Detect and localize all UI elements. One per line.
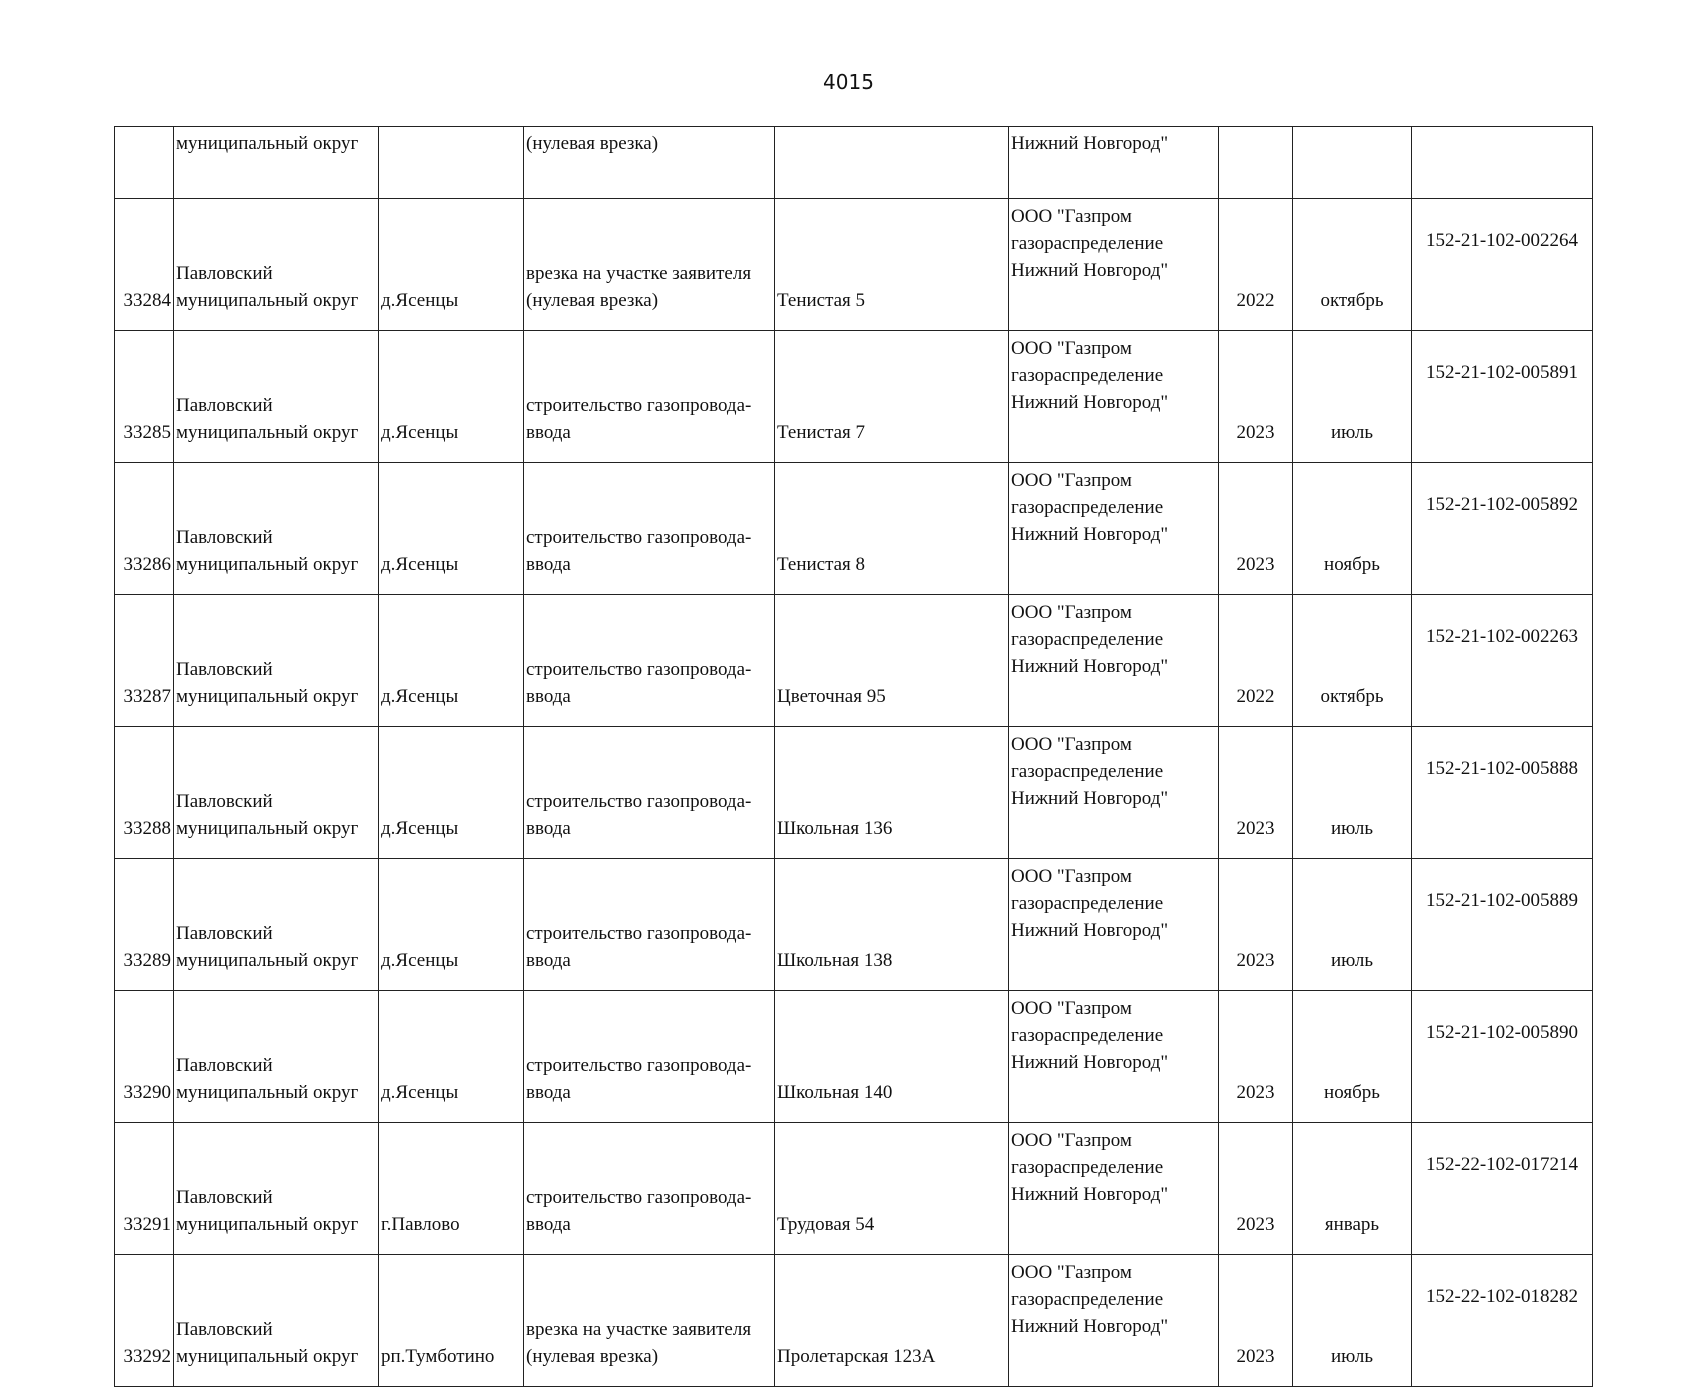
district-line-1: Павловский bbox=[176, 395, 273, 416]
cell-number bbox=[115, 859, 174, 991]
year: 2023 bbox=[1236, 1346, 1275, 1367]
cell-work-type bbox=[524, 463, 775, 595]
organization-line-3: Нижний Новгород" bbox=[1011, 788, 1169, 809]
district-line-1: Павловский bbox=[176, 791, 273, 812]
request-code: 152-21-102-005890 bbox=[1426, 1022, 1578, 1043]
cell-year bbox=[1219, 859, 1293, 991]
district-line-1: Павловский bbox=[176, 527, 273, 548]
cell-organization bbox=[1009, 1255, 1219, 1387]
district-line-1: Павловский bbox=[176, 1187, 273, 1208]
table-row bbox=[115, 463, 1593, 595]
organization-line-3: Нижний Новгород" bbox=[1011, 656, 1169, 677]
cell-settlement bbox=[379, 727, 524, 859]
cell-address bbox=[775, 595, 1009, 727]
cell-work-type bbox=[524, 331, 775, 463]
cell-year bbox=[1219, 199, 1293, 331]
table-row bbox=[115, 1255, 1593, 1387]
work-type-line-1: строительство газопровода- bbox=[526, 659, 752, 680]
cell-address bbox=[775, 463, 1009, 595]
cell-work-type bbox=[524, 991, 775, 1123]
cell-number bbox=[115, 727, 174, 859]
settlement: д.Ясенцы bbox=[381, 950, 459, 971]
district-line-1: Павловский bbox=[176, 1055, 273, 1076]
cell-address bbox=[775, 331, 1009, 463]
cell-settlement bbox=[379, 331, 524, 463]
cell-code bbox=[1412, 1255, 1593, 1387]
work-type-line-1: строительство газопровода- bbox=[526, 527, 752, 548]
cell-year bbox=[1219, 463, 1293, 595]
work-type-line-1: строительство газопровода- bbox=[526, 791, 752, 812]
organization-line-1: ООО "Газпром bbox=[1011, 866, 1132, 887]
address: Трудовая 54 bbox=[777, 1214, 875, 1235]
cell-year bbox=[1219, 727, 1293, 859]
district-line-2: муниципальный округ bbox=[176, 1346, 359, 1367]
cell-month bbox=[1293, 463, 1412, 595]
cell-address bbox=[775, 727, 1009, 859]
request-code: 152-21-102-005889 bbox=[1426, 890, 1578, 911]
work-type-line-1: врезка на участке заявителя bbox=[526, 1319, 752, 1340]
work-type-line-2: ввода bbox=[526, 818, 571, 839]
cell-number bbox=[115, 331, 174, 463]
cell-address bbox=[775, 1123, 1009, 1255]
cell-organization bbox=[1009, 991, 1219, 1123]
work-type-line-1: строительство газопровода- bbox=[526, 1055, 752, 1076]
organization-line-2: газораспределение bbox=[1011, 1157, 1164, 1178]
cell-code bbox=[1412, 463, 1593, 595]
organization-line-2: газораспределение bbox=[1011, 761, 1164, 782]
row-number: 33291 bbox=[123, 1214, 171, 1235]
organization-line-3: Нижний Новгород" bbox=[1011, 1184, 1169, 1205]
request-code: 152-21-102-005891 bbox=[1426, 362, 1578, 383]
cell-settlement bbox=[379, 1255, 524, 1387]
year: 2023 bbox=[1236, 422, 1275, 443]
address: Пролетарская 123А bbox=[777, 1346, 936, 1367]
table-row bbox=[115, 859, 1593, 991]
request-code: 152-21-102-005892 bbox=[1426, 494, 1578, 515]
work-type-line-2: ввода bbox=[526, 1082, 571, 1103]
cell-number bbox=[115, 1123, 174, 1255]
table-row bbox=[115, 595, 1593, 727]
organization-line-3: Нижний Новгород" bbox=[1011, 920, 1169, 941]
cell-address bbox=[775, 199, 1009, 331]
district-line-1: Павловский bbox=[176, 1319, 273, 1340]
organization-line-3: Нижний Новгород" bbox=[1011, 260, 1169, 281]
cell-settlement bbox=[379, 199, 524, 331]
month: июль bbox=[1330, 422, 1374, 443]
gasification-registry-table bbox=[114, 126, 1593, 1387]
district-line-2: муниципальный округ bbox=[176, 290, 359, 311]
cell-address bbox=[775, 859, 1009, 991]
settlement: д.Ясенцы bbox=[381, 686, 459, 707]
work-type-line-1: строительство газопровода- bbox=[526, 923, 752, 944]
cell-year bbox=[1219, 991, 1293, 1123]
work-type-line-2: (нулевая врезка) bbox=[526, 290, 659, 311]
year: 2023 bbox=[1236, 554, 1275, 575]
work-type-line-1: строительство газопровода- bbox=[526, 395, 752, 416]
cell-code bbox=[1412, 199, 1593, 331]
cell-number bbox=[115, 199, 174, 331]
month: июль bbox=[1330, 1346, 1374, 1367]
cell-code bbox=[1412, 595, 1593, 727]
year: 2023 bbox=[1236, 818, 1275, 839]
address: Тенистая 8 bbox=[777, 554, 866, 575]
organization-line-1: ООО "Газпром bbox=[1011, 998, 1132, 1019]
settlement: г.Павлово bbox=[381, 1214, 460, 1235]
request-code: 152-21-102-005888 bbox=[1426, 758, 1578, 779]
cell-month bbox=[1293, 331, 1412, 463]
district-line-2: муниципальный округ bbox=[176, 554, 359, 575]
table-row-carryover bbox=[115, 127, 1593, 199]
cell-month bbox=[1293, 727, 1412, 859]
cell-work-type bbox=[524, 727, 775, 859]
month: ноябрь bbox=[1324, 1082, 1380, 1103]
district-line-2: муниципальный округ bbox=[176, 686, 359, 707]
year: 2023 bbox=[1236, 950, 1275, 971]
month: июль bbox=[1330, 950, 1374, 971]
address: Тенистая 5 bbox=[777, 290, 866, 311]
cell-organization bbox=[1009, 199, 1219, 331]
settlement: д.Ясенцы bbox=[381, 422, 459, 443]
cell-district bbox=[174, 991, 379, 1123]
cell-month bbox=[1293, 199, 1412, 331]
cell-year bbox=[1219, 331, 1293, 463]
cell-address bbox=[775, 1255, 1009, 1387]
cell-district: муниципальный округ bbox=[174, 127, 379, 199]
cell-code bbox=[1412, 331, 1593, 463]
work-type-line-2: ввода bbox=[526, 554, 571, 575]
cell-district bbox=[174, 595, 379, 727]
work-type-line-2: ввода bbox=[526, 950, 571, 971]
cell-code bbox=[1412, 991, 1593, 1123]
cell-settlement bbox=[379, 127, 524, 199]
cell-district bbox=[174, 331, 379, 463]
cell-number bbox=[115, 127, 174, 199]
organization-line-3: Нижний Новгород" bbox=[1011, 392, 1169, 413]
district-line-1: Павловский bbox=[176, 659, 273, 680]
cell-settlement bbox=[379, 991, 524, 1123]
cell-organization bbox=[1009, 463, 1219, 595]
cell-code bbox=[1412, 727, 1593, 859]
organization-line-3: Нижний Новгород" bbox=[1011, 1316, 1169, 1337]
request-code: 152-21-102-002263 bbox=[1426, 626, 1578, 647]
year: 2022 bbox=[1236, 290, 1275, 311]
district-line-2: муниципальный округ bbox=[176, 950, 359, 971]
settlement: д.Ясенцы bbox=[381, 554, 459, 575]
district-line-2: муниципальный округ bbox=[176, 1082, 359, 1103]
cell-number bbox=[115, 991, 174, 1123]
cell-month bbox=[1293, 991, 1412, 1123]
year: 2023 bbox=[1236, 1082, 1275, 1103]
work-type-line-1: врезка на участке заявителя bbox=[526, 263, 752, 284]
organization-line-2: газораспределение bbox=[1011, 1289, 1164, 1310]
work-type-line-2: (нулевая врезка) bbox=[526, 1346, 659, 1367]
address: Школьная 140 bbox=[777, 1082, 893, 1103]
organization-line-2: газораспределение bbox=[1011, 1025, 1164, 1046]
cell-district bbox=[174, 859, 379, 991]
month: октябрь bbox=[1320, 686, 1384, 707]
cell-address bbox=[775, 991, 1009, 1123]
work-type-line-2: ввода bbox=[526, 686, 571, 707]
row-number: 33289 bbox=[123, 950, 171, 971]
cell-year bbox=[1219, 1255, 1293, 1387]
cell-code bbox=[1412, 1123, 1593, 1255]
cell-address bbox=[775, 127, 1009, 199]
cell-organization bbox=[1009, 1123, 1219, 1255]
cell-work-type: (нулевая врезка) bbox=[524, 127, 775, 199]
organization-line-2: газораспределение bbox=[1011, 497, 1164, 518]
cell-settlement bbox=[379, 1123, 524, 1255]
table-row bbox=[115, 199, 1593, 331]
cell-organization bbox=[1009, 859, 1219, 991]
request-code: 152-22-102-018282 bbox=[1426, 1286, 1578, 1307]
organization-line-1: ООО "Газпром bbox=[1011, 734, 1132, 755]
year: 2023 bbox=[1236, 1214, 1275, 1235]
row-number: 33292 bbox=[123, 1346, 171, 1367]
cell-number bbox=[115, 1255, 174, 1387]
organization-line-2: газораспределение bbox=[1011, 893, 1164, 914]
district-line-1: Павловский bbox=[176, 263, 273, 284]
month: январь bbox=[1324, 1214, 1380, 1235]
settlement: д.Ясенцы bbox=[381, 818, 459, 839]
page-number: 4015 bbox=[823, 70, 874, 94]
organization-line-2: газораспределение bbox=[1011, 629, 1164, 650]
settlement: д.Ясенцы bbox=[381, 1082, 459, 1103]
organization-line-1: ООО "Газпром bbox=[1011, 602, 1132, 623]
cell-year bbox=[1219, 595, 1293, 727]
cell-month bbox=[1293, 1123, 1412, 1255]
address: Цветочная 95 bbox=[777, 686, 886, 707]
row-number: 33290 bbox=[123, 1082, 171, 1103]
cell-work-type bbox=[524, 1123, 775, 1255]
organization-line-2: газораспределение bbox=[1011, 365, 1164, 386]
cell-work-type bbox=[524, 199, 775, 331]
organization-line-1: ООО "Газпром bbox=[1011, 338, 1132, 359]
work-type-line-2: ввода bbox=[526, 422, 571, 443]
organization-line-1: ООО "Газпром bbox=[1011, 1130, 1132, 1151]
row-number: 33286 bbox=[123, 554, 171, 575]
cell-district bbox=[174, 1123, 379, 1255]
table-row bbox=[115, 1123, 1593, 1255]
table-row bbox=[115, 991, 1593, 1123]
cell-month bbox=[1293, 859, 1412, 991]
row-number: 33285 bbox=[123, 422, 171, 443]
cell-work-type bbox=[524, 1255, 775, 1387]
address: Тенистая 7 bbox=[777, 422, 866, 443]
row-number: 33287 bbox=[123, 686, 171, 707]
cell-district bbox=[174, 727, 379, 859]
cell-month bbox=[1293, 595, 1412, 727]
row-number: 33288 bbox=[123, 818, 171, 839]
cell-district bbox=[174, 199, 379, 331]
cell-settlement bbox=[379, 463, 524, 595]
organization-line-3: Нижний Новгород" bbox=[1011, 524, 1169, 545]
table-body bbox=[115, 127, 1593, 1387]
table-row bbox=[115, 727, 1593, 859]
table-row bbox=[115, 331, 1593, 463]
organization-line-3: Нижний Новгород" bbox=[1011, 1052, 1169, 1073]
cell-year bbox=[1219, 1123, 1293, 1255]
cell-work-type bbox=[524, 859, 775, 991]
cell-work-type bbox=[524, 595, 775, 727]
settlement: рп.Тумботино bbox=[381, 1346, 495, 1367]
address: Школьная 138 bbox=[777, 950, 893, 971]
month: июль bbox=[1330, 818, 1374, 839]
request-code: 152-21-102-002264 bbox=[1426, 230, 1578, 251]
cell-organization bbox=[1009, 331, 1219, 463]
work-type-line-2: ввода bbox=[526, 1214, 571, 1235]
cell-number bbox=[115, 463, 174, 595]
request-code: 152-22-102-017214 bbox=[1426, 1154, 1578, 1175]
organization-line-1: ООО "Газпром bbox=[1011, 1262, 1132, 1283]
cell-month bbox=[1293, 127, 1412, 199]
settlement: д.Ясенцы bbox=[381, 290, 459, 311]
organization-line-2: газораспределение bbox=[1011, 233, 1164, 254]
month: октябрь bbox=[1320, 290, 1384, 311]
cell-district bbox=[174, 1255, 379, 1387]
cell-district bbox=[174, 463, 379, 595]
district-line-2: муниципальный округ bbox=[176, 1214, 359, 1235]
cell-settlement bbox=[379, 595, 524, 727]
cell-organization bbox=[1009, 595, 1219, 727]
cell-year bbox=[1219, 127, 1293, 199]
cell-settlement bbox=[379, 859, 524, 991]
work-type-line-1: строительство газопровода- bbox=[526, 1187, 752, 1208]
cell-number bbox=[115, 595, 174, 727]
organization-line-1: ООО "Газпром bbox=[1011, 470, 1132, 491]
address: Школьная 136 bbox=[777, 818, 893, 839]
month: ноябрь bbox=[1324, 554, 1380, 575]
cell-organization bbox=[1009, 727, 1219, 859]
cell-organization: Нижний Новгород" bbox=[1009, 127, 1219, 199]
district-line-2: муниципальный округ bbox=[176, 818, 359, 839]
district-line-1: Павловский bbox=[176, 923, 273, 944]
district-line-2: муниципальный округ bbox=[176, 422, 359, 443]
year: 2022 bbox=[1236, 686, 1275, 707]
cell-code bbox=[1412, 859, 1593, 991]
row-number: 33284 bbox=[123, 290, 171, 311]
cell-month bbox=[1293, 1255, 1412, 1387]
organization-line-1: ООО "Газпром bbox=[1011, 206, 1132, 227]
cell-code bbox=[1412, 127, 1593, 199]
